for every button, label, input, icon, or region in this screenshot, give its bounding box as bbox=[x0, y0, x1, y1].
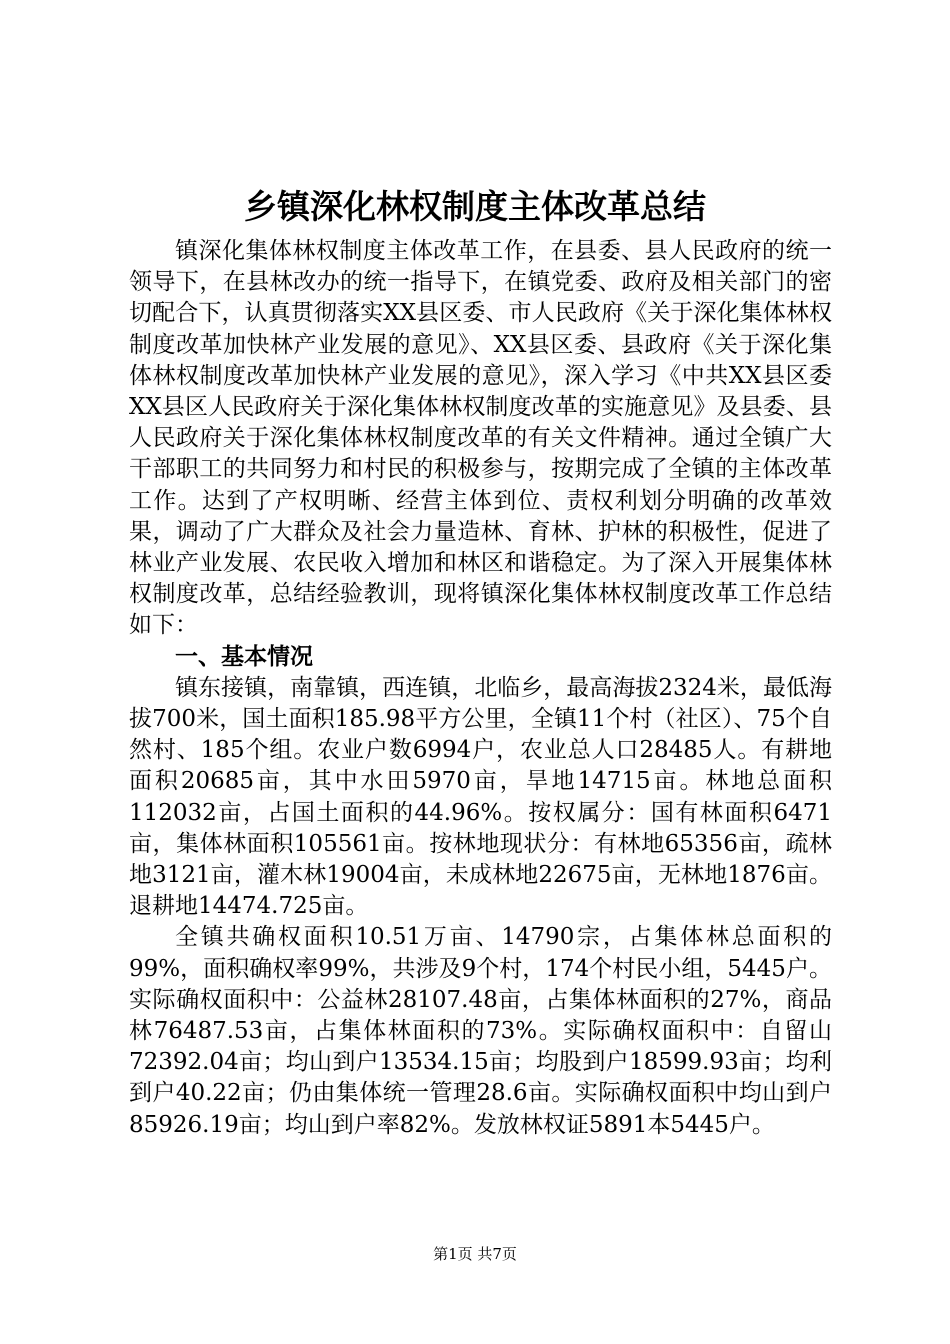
document-body bbox=[129, 236, 832, 1141]
section-heading: 一、基本情况 bbox=[175, 643, 313, 670]
section-paragraph-2: 全镇共确权面积10.51万亩、14790宗，占集体林总面积的99%，面积确权率99%，共涉及9个村，174个村民小组，5445户。实际确权面积中：公益林28107.48亩，占集体林面积的27%，商品林76487.53亩，占集体林面积的73%。实际确权面积中：自留山72392.04亩；均山到户13534.15亩；均股到户18599.93亩；均利到户40.22亩；仍由集体统一管理28.6亩。实际确权面积中均山到户85926.19亩；均山到户率82%。发放林权证5891本5445户。 bbox=[129, 924, 832, 1138]
section-paragraph-1: 镇东接镇，南靠镇，西连镇，北临乡，最高海拔2324米，最低海拔700米，国土面积185.98平方公里，全镇11个村（社区）、75个自然村、185个组。农业户数6994户，农业总人口28485人。有耕地面积20685亩，其中水田5970亩，旱地14715亩。林地总面积112032亩，占国土面积的44.96%。按权属分：国有林面积6471亩，集体林面积105561亩。按林地现状分：有林地65356亩，疏林地3121亩，灌木林19004亩，未成林地22675亩，无林地1876亩。退耕地14474.725亩。 bbox=[129, 674, 832, 920]
document-title: 乡镇深化林权制度主体改革总结 bbox=[244, 187, 706, 226]
page-footer: 第1页 共7页 bbox=[433, 1245, 517, 1263]
intro-paragraph: 镇深化集体林权制度主体改革工作，在县委、县人民政府的统一领导下，在县林改办的统一指导下，在镇党委、政府及相关部门的密切配合下，认真贯彻落实XX县区委、市人民政府《关于深化集体林权制度改革加快林产业发展的意见》、XX县区委、县政府《关于深化集体林权制度改革加快林产业发展的意见》，深入学习《中共XX县区委XX县区人民政府关于深化集体林权制度改革的实施意见》及县委、县人民政府关于深化集体林权制度改革的有关文件精神。通过全镇广大干部职工的共同努力和村民的积极参与，按期完成了全镇的主体改革工作。达到了产权明晰、经营主体到位、责权利划分明确的改革效果，调动了广大群众及社会力量造林、育林、护林的积极性，促进了林业产业发展、农民收入增加和林区和谐稳定。为了深入开展集体林权制度改革，总结经验教训，现将镇深化集体林权制度改革工作总结如下： bbox=[129, 238, 832, 639]
